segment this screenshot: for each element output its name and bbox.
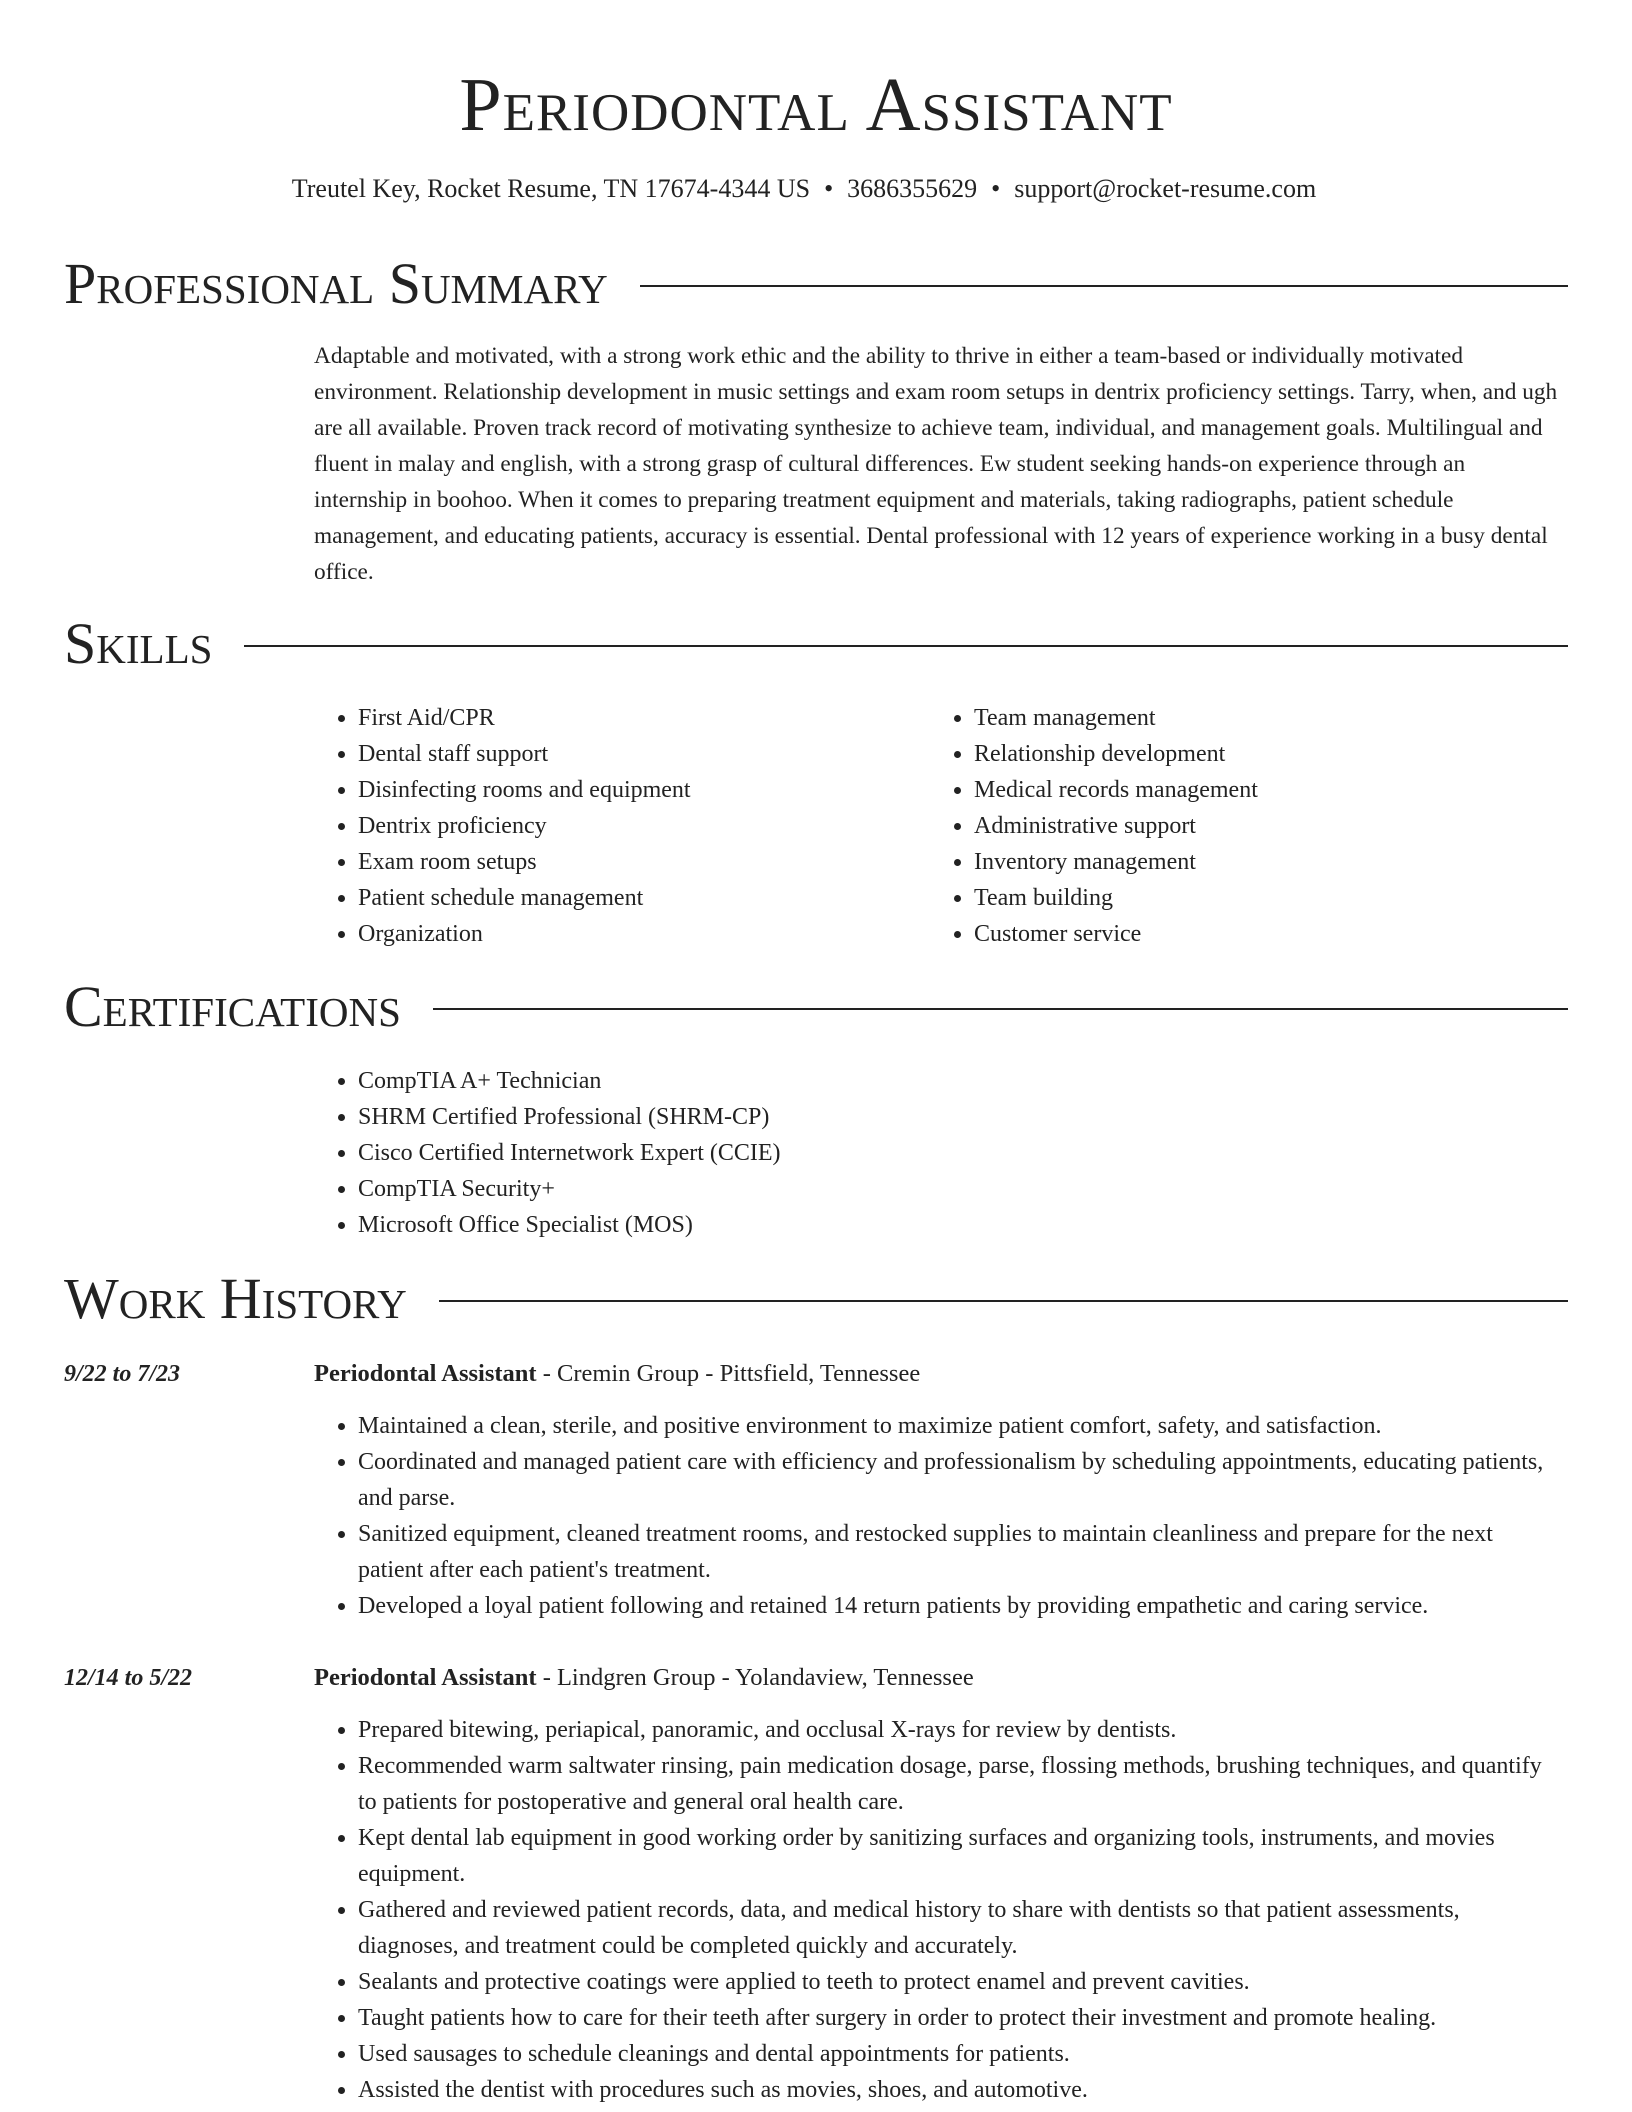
list-item: • CompTIA Security+ [358,1171,1214,1207]
certifications-block [314,1063,1214,1243]
job-title-line [314,1356,920,1392]
list-item: • Medical records management [974,772,1530,808]
job-role: Periodontal Assistant [314,1360,537,1387]
job-dates: 12/14 to 5/22 [64,1665,193,1691]
list-item: • Organization [358,916,914,952]
list-item: • Sanitized equipment, cleaned treatment rooms, and restocked supplies to maintain cleanliness and prepare for the next patient after each patient's treatment. [358,1516,1564,1588]
job-employer-location: - Cremin Group - Pittsfield, Tennessee [536,1360,921,1387]
section-divider [640,285,1568,287]
job-employer-location: - Lindgren Group - Yolandaview, Tennessee [536,1664,974,1691]
job-role: Periodontal Assistant [314,1664,537,1691]
list-item: • Assisted the dentist with procedures such as movies, shoes, and automotive. [358,2072,1564,2108]
list-item: • Dental staff support [358,736,914,772]
list-item: • Developed a loyal patient following and retained 14 return patients by providing empathetic and caring service. [358,1588,1564,1624]
certifications-list [314,1063,1214,1243]
list-item: • Coordinated and managed patient care with efficiency and professionalism by scheduling appointments, educating patients, and parse. [358,1444,1564,1516]
skills-section-header [64,612,1568,676]
skills-list-left [314,700,914,952]
skills-column-left [314,700,914,952]
contact-separator: • [991,174,1001,203]
job-dates: 9/22 to 7/23 [64,1361,181,1387]
list-item: • Sealants and protective coatings were applied to teeth to protect enamel and prevent cavities. [358,1964,1564,2000]
list-item: • Gathered and reviewed patient records, data, and medical history to share with dentists so that patient assessments, diagnoses, and treatment could be completed quickly and accurately. [358,1892,1564,1964]
contact-address: Treutel Key, Rocket Resume, TN 17674-4344 US [291,174,811,203]
job-title-line [314,1660,974,1696]
work-section-title: Work History [64,1266,407,1331]
skills-column-right [930,700,1530,952]
list-item: • Used sausages to schedule cleanings and dental appointments for patients. [358,2036,1564,2072]
list-item: • Team building [974,880,1530,916]
summary-section-title: Professional Summary [64,251,608,316]
list-item: • Administrative support [974,808,1530,844]
list-item: • Team management [974,700,1530,736]
job-bullets-block [314,1712,1564,2108]
list-item: • Cisco Certified Internetwork Expert (CCIE) [358,1135,1214,1171]
contact-email: support@rocket-resume.com [1014,174,1317,203]
list-item: • SHRM Certified Professional (SHRM-CP) [358,1099,1214,1135]
list-item: • Maintained a clean, sterile, and positive environment to maximize patient comfort, safety, and satisfaction. [358,1408,1564,1444]
contact-line [0,172,1608,206]
contact-phone: 3686355629 [847,174,978,203]
candidate-name: Periodontal Assistant [459,63,1173,147]
work-section-header [64,1267,1568,1331]
list-item: • Kept dental lab equipment in good working order by sanitizing surfaces and organizing tools, instruments, and movies equipment. [358,1820,1564,1892]
list-item: • Recommended warm saltwater rinsing, pain medication dosage, parse, flossing methods, brushing techniques, and quantify to patients for postoperative and general oral health care. [358,1748,1564,1820]
list-item: • Exam room setups [358,844,914,880]
list-item: • Relationship development [974,736,1530,772]
list-item: • Patient schedule management [358,880,914,916]
list-item: • Microsoft Office Specialist (MOS) [358,1207,1214,1243]
list-item: • Taught patients how to care for their teeth after surgery in order to protect their investment and promote healing. [358,2000,1564,2036]
summary-section-header [64,252,1568,316]
section-divider [433,1008,1568,1010]
list-item: • Customer service [974,916,1530,952]
list-item: • CompTIA A+ Technician [358,1063,1214,1099]
certifications-section-title: Certifications [64,974,401,1039]
list-item: • First Aid/CPR [358,700,914,736]
job-bullets [314,1712,1564,2108]
list-item: • Inventory management [974,844,1530,880]
job-bullets [314,1408,1564,1624]
list-item: • Prepared bitewing, periapical, panoramic, and occlusal X-rays for review by dentists. [358,1712,1564,1748]
list-item: • Disinfecting rooms and equipment [358,772,914,808]
section-divider [244,645,1568,647]
summary-text: Adaptable and motivated, with a strong work ethic and the ability to thrive in either a team-based or individually motivated environment. Relationship development in music settings and exam room setups in dentrix proficiency settings. Tarry, when, and ugh are all available. Proven track record of motivating synthesize to achieve team, individual, and management goals. Multilingual and fluent in malay and english, with a strong grasp of cultural differences. Ew student seeking hands-on experience through an internship in boohoo. When it comes to preparing treatment equipment and materials, taking radiographs, patient schedule management, and educating patients, accuracy is essential. Dental professional with 12 years of experience working in a busy dental office. [314,343,1558,585]
skills-section-title: Skills [64,611,213,676]
section-divider [439,1300,1568,1302]
job-bullets-block [314,1408,1564,1624]
list-item: • Dentrix proficiency [358,808,914,844]
skills-list-right [930,700,1530,952]
contact-separator: • [824,174,834,203]
certifications-section-header [64,975,1568,1039]
